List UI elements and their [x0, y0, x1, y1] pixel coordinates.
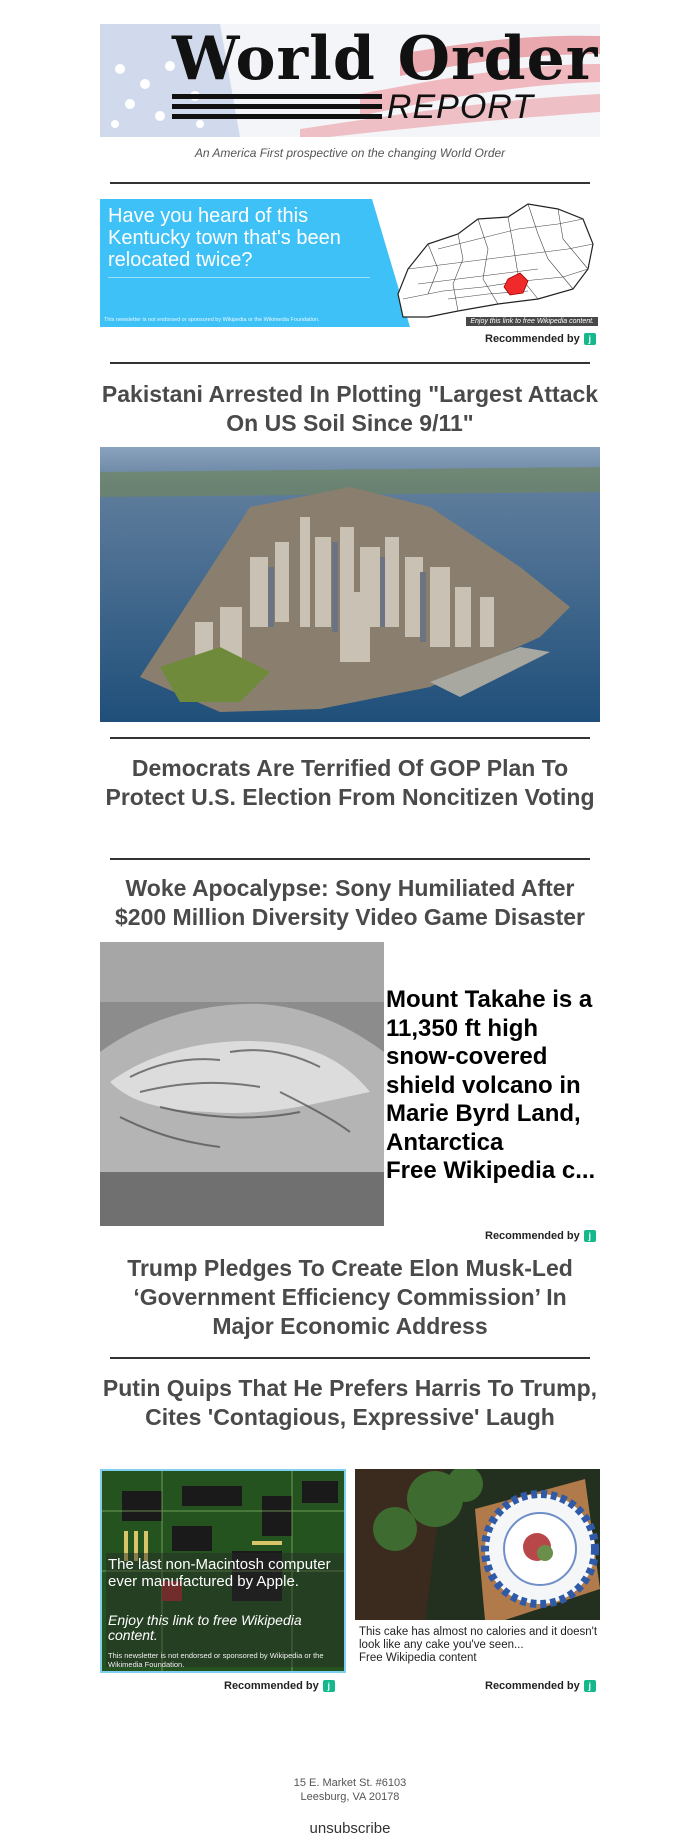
ad-kentucky-town[interactable]	[100, 199, 600, 327]
recommended-label: Recommended by	[485, 1230, 580, 1242]
address-line-2: Leesburg, VA 20178	[300, 1791, 400, 1803]
recommend-logo-icon: j	[323, 1680, 335, 1692]
ad-volcano-description: Mount Takahe is a 11,350 ft high snow-covered shield volcano in Marie Byrd Land, Antarctica	[386, 986, 593, 1156]
ad-volcano-image[interactable]	[100, 942, 384, 1226]
divider	[110, 182, 590, 184]
recommend-logo-icon: j	[584, 1680, 596, 1692]
recommend-logo-icon: j	[584, 333, 596, 345]
ad-cake-link[interactable]: Free Wikipedia content	[359, 1652, 477, 1664]
cake-plate-image	[355, 1469, 600, 1620]
ad-volcano-text[interactable]	[386, 986, 600, 1186]
ad-apple-computer[interactable]	[100, 1469, 346, 1673]
ad-underline	[108, 277, 370, 278]
divider	[110, 362, 590, 364]
ad-apple-headline[interactable]: The last non-Macintosh computer ever manufactured by Apple.	[108, 1556, 331, 1590]
article-headline[interactable]: Woke Apocalypse: Sony Humiliated After $200 Million Diversity Video Game Disaster	[114, 875, 585, 930]
recommended-label: Recommended by	[485, 1680, 580, 1692]
tagline: An America First prospective on the changing World Order	[194, 146, 506, 160]
recommended-by-badge[interactable]	[485, 1230, 596, 1242]
article-photo-manhattan[interactable]	[100, 447, 600, 722]
article-headline[interactable]: Democrats Are Terrified Of GOP Plan To Protect U.S. Election From Noncitizen Voting	[105, 755, 595, 810]
masthead-line	[172, 94, 382, 99]
masthead-line	[172, 104, 382, 109]
recommended-by-badge[interactable]	[485, 333, 596, 345]
footer-address	[0, 1776, 700, 1804]
ad-disclaimer: This newsletter is not endorsed or sponsored by Wikipedia or the Wikimedia Foundation.	[104, 317, 320, 323]
recommended-label: Recommended by	[485, 333, 580, 345]
divider	[110, 858, 590, 860]
unsubscribe-link[interactable]: unsubscribe	[309, 1820, 391, 1837]
ad-volcano-link[interactable]: Free Wikipedia c...	[386, 1157, 596, 1184]
masthead-subtitle: REPORT	[386, 88, 534, 126]
article-headline[interactable]: Trump Pledges To Create Elon Musk-Led ‘Government Efficiency Commission’ In Major Economic Address	[127, 1255, 573, 1339]
recommend-logo-icon: j	[584, 1230, 596, 1242]
address-line-1: 15 E. Market St. #6103	[293, 1777, 407, 1789]
ad-cake-text[interactable]	[359, 1626, 599, 1665]
recommended-label: Recommended by	[224, 1680, 319, 1692]
ad-apple-disclaimer: This newsletter is not endorsed or sponsored by Wikipedia or the Wikimedia Foundation.	[108, 1651, 324, 1669]
volcano-satellite-image	[100, 942, 384, 1226]
kentucky-county-map	[388, 199, 600, 327]
article-headline[interactable]: Putin Quips That He Prefers Harris To Trump, Cites 'Contagious, Expressive' Laugh	[102, 1375, 598, 1430]
masthead-line	[172, 114, 382, 119]
divider	[110, 737, 590, 739]
divider	[110, 1357, 590, 1359]
recommended-by-badge[interactable]	[224, 1680, 335, 1692]
ad-apple-subtext: Enjoy this link to free Wikipedia content.	[108, 1612, 302, 1643]
ad-cake-image[interactable]	[355, 1469, 600, 1620]
masthead-title: World Order	[172, 24, 599, 94]
ad-cake-description: This cake has almost no calories and it doesn't look like any cake you've seen...	[359, 1626, 598, 1651]
article-headline[interactable]: Pakistani Arrested In Plotting "Largest Attack On US Soil Since 9/11"	[101, 381, 599, 436]
ad-caption: Enjoy this link to free Wikipedia content.	[466, 317, 598, 326]
recommended-by-badge[interactable]	[485, 1680, 596, 1692]
ad-headline[interactable]: Have you heard of this Kentucky town that's been relocated twice?	[108, 205, 341, 271]
masthead-banner[interactable]	[100, 24, 600, 137]
manhattan-aerial-image	[100, 447, 600, 722]
